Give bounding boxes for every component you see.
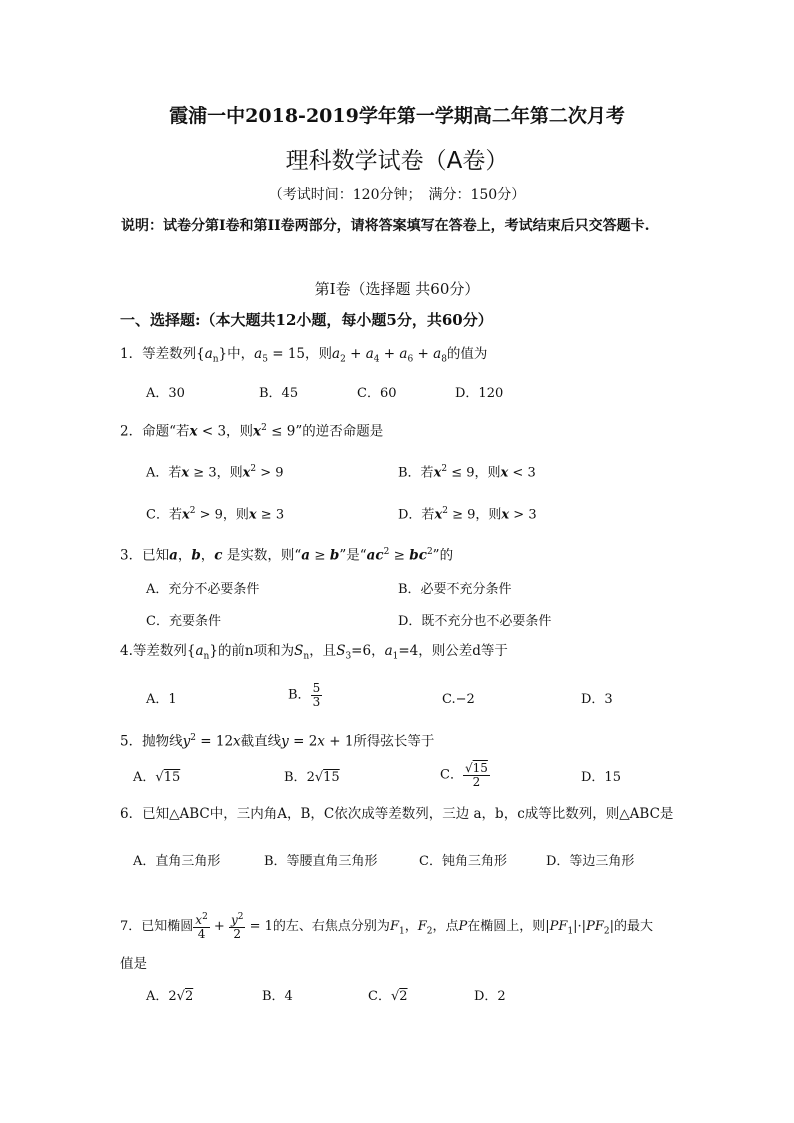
- q3-option-c: C．充要条件: [146, 614, 221, 629]
- exam-time-info: （考试时间：120分钟； 满分：150分）: [268, 187, 526, 203]
- part1-title: 第I卷（选择题 共60分）: [314, 280, 480, 298]
- q6-option-c: C．钝角三角形: [419, 854, 507, 869]
- question-3-stem: 3．已知a，b，c 是实数，则“a ≥ b”是“$ac^2 \ge bc^2$”的: [120, 547, 454, 564]
- q6-option-d: D．等边三角形: [546, 854, 635, 869]
- exam-subtitle: 理科数学试卷（A卷）: [285, 148, 509, 174]
- q5-option-b: B．2√15: [284, 770, 340, 785]
- question-2-stem: 2．命题“若x < 3，则$x^2 \le 9$”的逆否命题是: [120, 423, 384, 440]
- q3-option-b: B．必要不充分条件: [398, 582, 512, 597]
- question-1-stem: 1．等差数列$\{a_n\}$中，$a_5 = 15$，则$a_2 + a_4 + a_6 + a_8$的值为: [120, 346, 488, 365]
- q1-option-d: D．120: [455, 386, 504, 401]
- q5-option-c: C． $\frac{√15}{2}$: [440, 761, 488, 789]
- q5-option-a: A．√15: [133, 770, 181, 785]
- q6-option-b: B．等腰直角三角形: [264, 854, 378, 869]
- question-6-stem: 6．已知△ABC中，三内角A，B，C依次成等差数列，三边 a，b，c成等比数列，则△ABC是: [120, 806, 674, 822]
- question-5-stem: 5．抛物线$y^2 = 12x$截直线y = 2x + 1所得弦长等于: [120, 733, 435, 750]
- exam-title: 霞浦一中2018-2019学年第一学期高二年第二次月考: [169, 105, 625, 127]
- q7-option-c: C．√2: [368, 989, 408, 1004]
- q4-option-d: D．3: [581, 692, 613, 707]
- q7-option-a: A．2√2: [146, 989, 194, 1004]
- q1-option-a: A．30: [146, 386, 185, 401]
- question-4-stem: 4.等差数列$\{a_n\}$的前n项和为$S_n$，且$S_3=6$，$a_1=4$，则公差d等于: [120, 643, 508, 662]
- q4-option-c: C.−2: [442, 692, 475, 707]
- q4-option-b: B． $\frac{5}{3}$: [288, 681, 321, 709]
- q5-option-d: D．15: [581, 770, 621, 785]
- section1-title: 一、选择题:（本大题共12小题，每小题5分，共60分）: [120, 311, 493, 329]
- q7-option-b: B．4: [262, 989, 293, 1004]
- q3-option-a: A．充分不必要条件: [146, 582, 260, 597]
- q2-option-d: D．若$x^2 \ge 9$，则x > 3: [398, 506, 537, 523]
- q2-option-a: A．若x ≥ 3，则$x^2 > 9$: [146, 464, 284, 481]
- q1-option-b: B．45: [259, 386, 299, 401]
- q3-option-d: D．既不充分也不必要条件: [398, 614, 552, 629]
- q4-option-a: A．1: [146, 692, 177, 707]
- exam-note: 说明：试卷分第I卷和第II卷两部分，请将答案填写在答卷上，考试结束后只交答题卡.: [121, 218, 650, 234]
- q2-option-b: B．若$x^2 \le 9$，则x < 3: [398, 464, 536, 481]
- q1-option-c: C．60: [357, 386, 397, 401]
- q2-option-c: C．若$x^2 > 9$，则x ≥ 3: [146, 506, 285, 523]
- q7-option-d: D．2: [474, 989, 506, 1004]
- question-7-stem-line2: 值是: [120, 956, 147, 972]
- q6-option-a: A．直角三角形: [133, 854, 221, 869]
- question-7-stem: 7．已知椭圆 $\frac{x^2}{4}$ + $\frac{y^2}{2}$ = 1的左、右焦点分别为$F_1$，$F_2$，点P在椭圆上，则$|PF_1|\cdot|PF_2|$的最大: [120, 912, 653, 941]
